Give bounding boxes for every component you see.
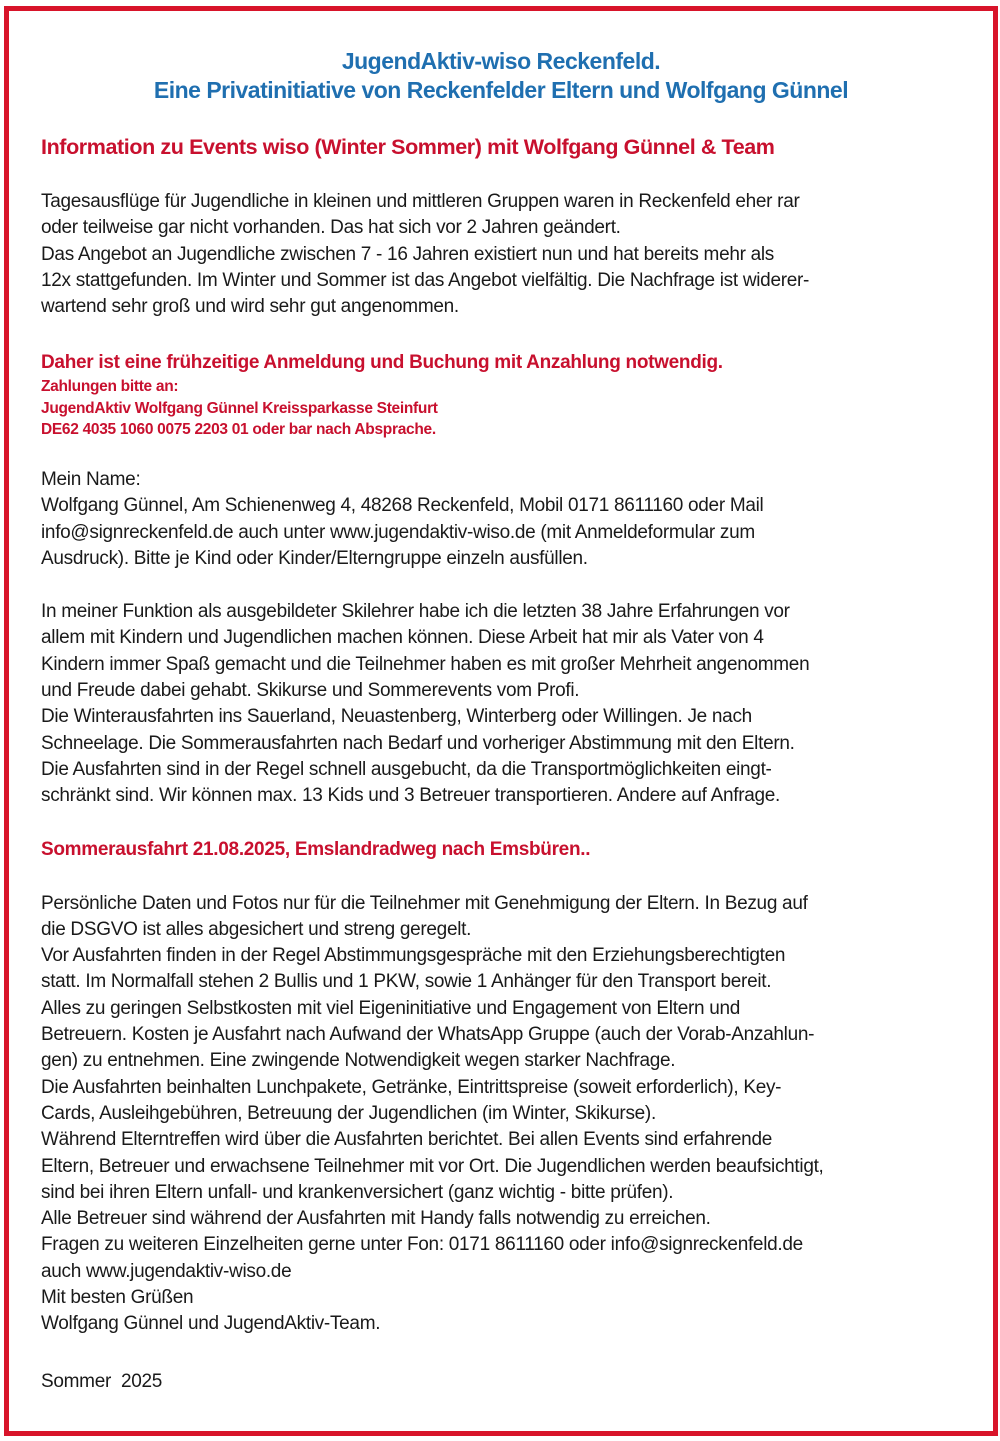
page-title [41, 47, 961, 105]
details-paragraph [41, 891, 961, 1338]
details-line: Cards, Ausleihgebühren, Betreuung der Jugendlichen (im Winter, Skikurse). [41, 1102, 656, 1124]
details-line: Eltern, Betreuer und erwachsene Teilnehmer mit vor Ort. Die Jugendlichen werden beaufsichtigt, [41, 1155, 824, 1177]
footer-date: Sommer 2025 [41, 1371, 163, 1392]
document-content [41, 0, 961, 1338]
details-line: Die Ausfahrten beinhalten Lunchpakete, Getränke, Eintrittspreise (soweit erforderlich), Key- [41, 1076, 782, 1098]
contact-line: Wolfgang Günnel, Am Schienenweg 4, 48268 Reckenfeld, Mobil 0171 8611160 oder Mail [41, 495, 764, 517]
closing-greeting: Mit besten Grüßen [41, 1287, 194, 1308]
intro-line: oder teilweise gar nicht vorhanden. Das hat sich vor 2 Jahren geändert. [41, 217, 621, 239]
event-heading: Sommerausfahrt 21.08.2025, Emslandradweg nach Emsbüren.. [41, 838, 591, 860]
payment-bank: JugendAktiv Wolfgang Günnel Kreissparkasse Steinfurt [41, 399, 438, 417]
intro-line: Tagesausflüge für Jugendliche in kleinen und mittleren Gruppen waren in Reckenfeld eher rar [41, 191, 800, 212]
title-line-1: JugendAktiv-wiso Reckenfeld. [341, 48, 661, 74]
details-line: Vor Ausfahrten finden in der Regel Abstimmungsgespräche mit den Erziehungsberechtigten [41, 945, 786, 967]
about-line: Kindern immer Spaß gemacht und die Teilnehmer haben es mit großer Mehrheit angenommen [41, 653, 810, 675]
details-line: Alles zu geringen Selbstkosten mit viel Eigeninitiative und Engagement von Eltern und [41, 997, 741, 1019]
details-line: auch www.jugendaktiv-wiso.de [41, 1260, 292, 1282]
details-line: statt. Im Normalfall stehen 2 Bullis und 1 PKW, sowie 1 Anhänger für den Transport bereit. [41, 971, 772, 993]
details-line: Alle Betreuer sind während der Ausfahrten mit Handy falls notwendig zu erreichen. [41, 1208, 711, 1230]
intro-line: wartend sehr groß und wird sehr gut angenommen. [41, 296, 459, 318]
contact-line: Mein Name: [41, 468, 141, 490]
about-line: schränkt sind. Wir können max. 13 Kids und 3 Betreuer transportieren. Andere auf Anfrage. [41, 785, 781, 807]
intro-paragraph [41, 189, 961, 320]
intro-line: Das Angebot an Jugendliche zwischen 7 - 16 Jahren existiert nun und hat bereits mehr als [41, 243, 774, 265]
payment-lead: Daher ist eine frühzeitige Anmeldung und Buchung mit Anzahlung notwendig. [41, 352, 723, 374]
payment-iban: DE62 4035 1060 0075 2203 01 oder bar nach Absprache. [41, 421, 436, 439]
about-line: Schneelage. Die Sommerausfahrten nach Bedarf und vorheriger Abstimmung mit den Eltern. [41, 732, 795, 754]
details-line: Persönliche Daten und Fotos nur für die Teilnehmer mit Genehmigung der Eltern. In Bezug auf [41, 892, 808, 914]
about-line: und Freude dabei gehabt. Skikurse und Sommerevents vom Profi. [41, 680, 580, 702]
contact-paragraph [41, 467, 961, 572]
about-paragraph [41, 599, 961, 809]
details-line: die DSGVO ist alles abgesichert und streng geregelt. [41, 918, 472, 940]
title-line-2: Eine Privatinitiative von Reckenfelder Eltern und Wolfgang Günnel [153, 77, 849, 103]
payment-block [41, 350, 961, 441]
payment-line: Zahlungen bitte an: [41, 378, 179, 396]
details-line: Während Elterntreffen wird über die Ausfahrten berichtet. Bei allen Events sind erfahrende [41, 1129, 772, 1151]
details-line: sind bei ihren Eltern unfall- und krankenversichert (ganz wichtig - bitte prüfen). [41, 1181, 674, 1203]
about-line: Die Winterausfahrten ins Sauerland, Neuastenberg, Winterberg oder Willingen. Je nach [41, 706, 752, 728]
contact-line: info@signreckenfeld.de auch unter www.jugendaktiv-wiso.de (mit Anmeldeformular zum [41, 521, 755, 543]
section-heading-events: Information zu Events wiso (Winter Sommer) mit Wolfgang Günnel & Team [41, 135, 775, 159]
about-line: allem mit Kindern und Jugendlichen machen können. Diese Arbeit hat mir als Vater von 4 [41, 627, 764, 649]
details-line: Betreuern. Kosten je Ausfahrt nach Aufwand der WhatsApp Gruppe (auch der Vorab-Anzahlun- [41, 1024, 815, 1046]
about-line: In meiner Funktion als ausgebildeter Skilehrer habe ich die letzten 38 Jahre Erfahrungen vor [41, 601, 790, 623]
contact-line: Ausdruck). Bitte je Kind oder Kinder/Elterngruppe einzeln ausfüllen. [41, 547, 588, 569]
details-line: gen) zu entnehmen. Eine zwingende Notwendigkeit wegen starker Nachfrage. [41, 1050, 676, 1072]
signature: Wolfgang Günnel und JugendAktiv-Team. [41, 1313, 381, 1335]
details-line: Fragen zu weiteren Einzelheiten gerne unter Fon: 0171 8611160 oder info@signreckenfeld.de [41, 1234, 803, 1256]
intro-line: 12x stattgefunden. Im Winter und Sommer ist das Angebot vielfältig. Die Nachfrage ist widerer- [41, 269, 810, 291]
about-line: Die Ausfahrten sind in der Regel schnell ausgebucht, da die Transportmöglichkeiten eingt- [41, 758, 772, 780]
